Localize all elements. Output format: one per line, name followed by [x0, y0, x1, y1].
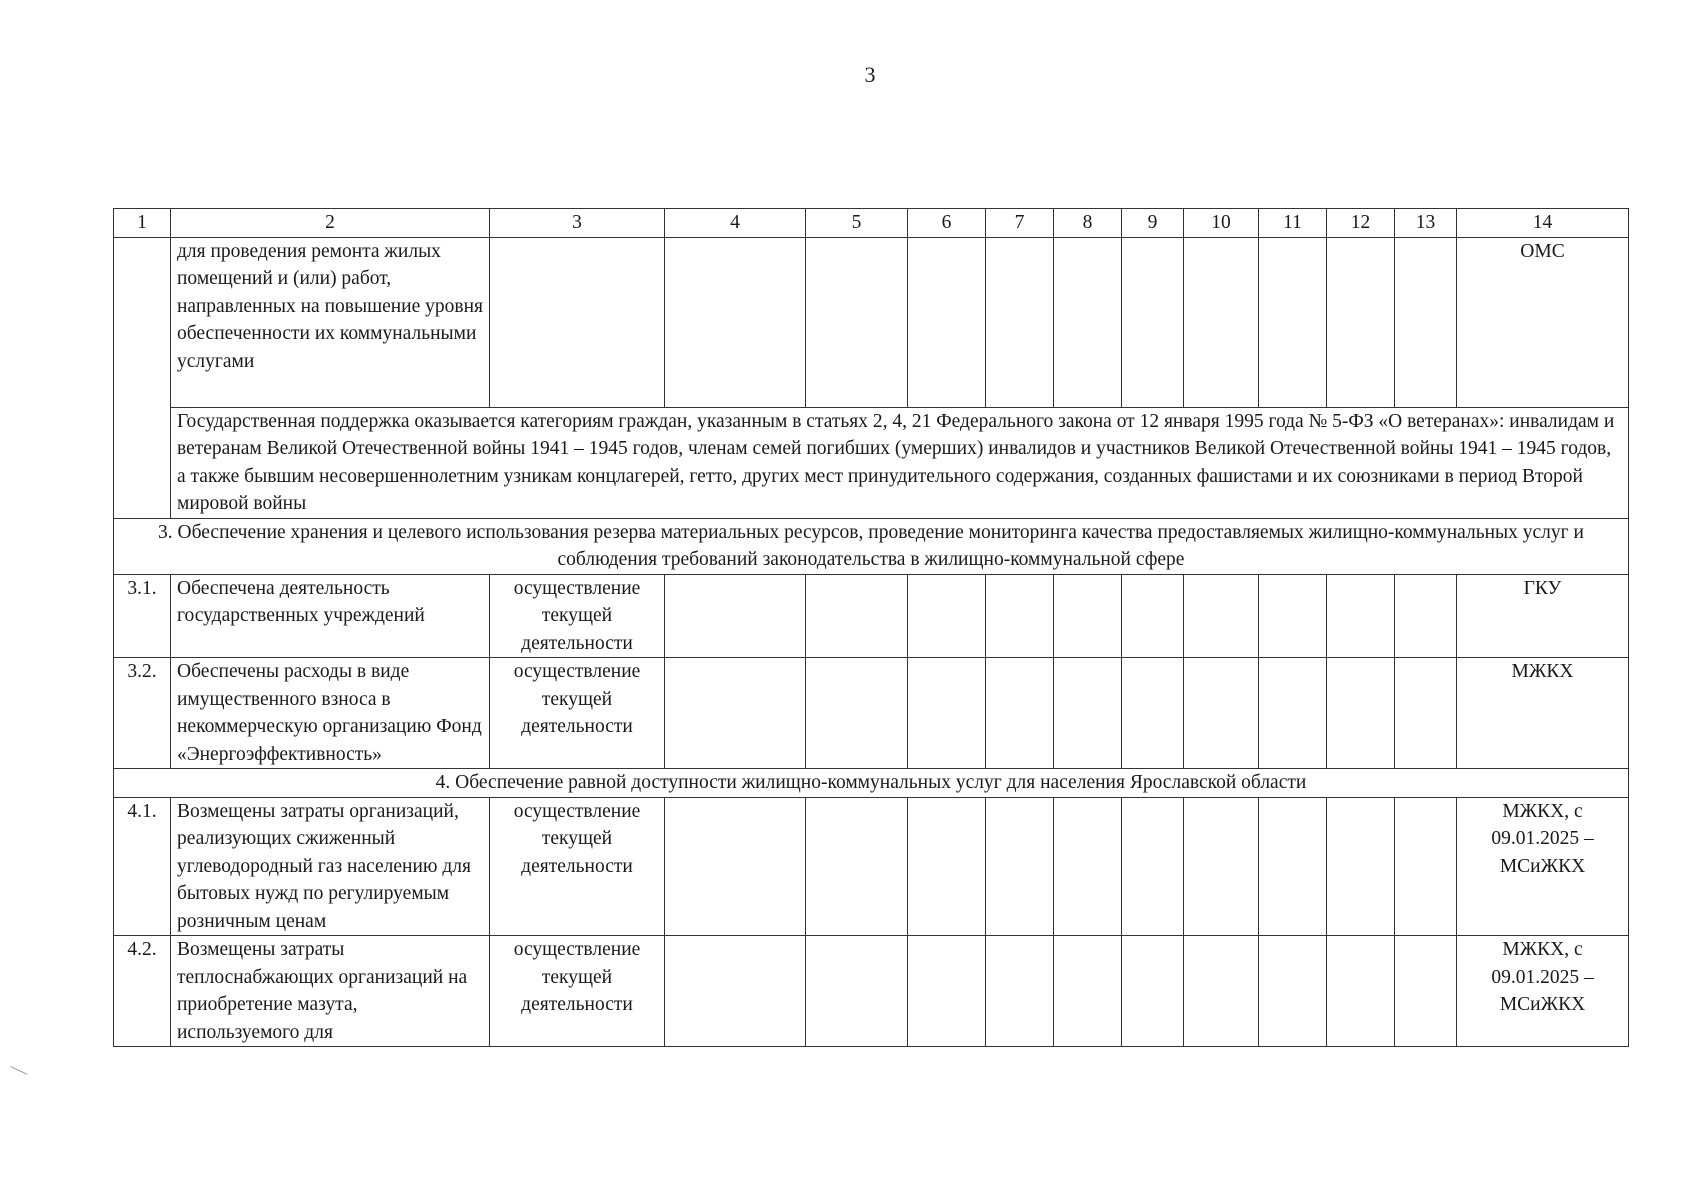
column-number: 3 — [490, 209, 665, 238]
empty-cell — [986, 658, 1054, 769]
empty-cell — [1327, 574, 1395, 658]
empty-cell — [986, 574, 1054, 658]
responsible-cell: ГКУ — [1457, 574, 1629, 658]
result-type-cell: осуществление текущей деятельности — [490, 574, 665, 658]
empty-cell — [806, 237, 908, 407]
empty-cell — [665, 237, 806, 407]
empty-cell — [1184, 658, 1259, 769]
column-number: 7 — [986, 209, 1054, 238]
empty-cell — [1054, 237, 1122, 407]
empty-cell — [1122, 797, 1184, 936]
column-number: 10 — [1184, 209, 1259, 238]
empty-cell — [806, 574, 908, 658]
row-number: 4.2. — [114, 936, 171, 1047]
empty-cell — [1184, 797, 1259, 936]
empty-cell — [1054, 797, 1122, 936]
row-number: 3.1. — [114, 574, 171, 658]
empty-cell — [908, 797, 986, 936]
responsible-cell: МЖКХ — [1457, 658, 1629, 769]
empty-cell — [665, 936, 806, 1047]
page-number: 3 — [864, 62, 876, 87]
result-name-cell: для проведения ремонта жилых помещений и (или) работ, направленных на повышение уровня обеспеченности их коммунальными услугами — [171, 237, 490, 407]
column-number: 11 — [1259, 209, 1327, 238]
responsible-cell: МЖКХ, с 09.01.2025 – МСиЖКХ — [1457, 936, 1629, 1047]
empty-cell — [908, 237, 986, 407]
empty-cell — [806, 658, 908, 769]
section-4-title: 4. Обеспечение равной доступности жилищно-коммунальных услуг для населения Ярославской области — [114, 769, 1629, 798]
empty-cell — [1395, 936, 1457, 1047]
empty-cell — [1395, 797, 1457, 936]
section-3-title: 3. Обеспечение хранения и целевого использования резерва материальных ресурсов, проведение мониторинга качества предоставляемых жилищно-коммунальных услуг и соблюдения требований законодательства в жилищно-коммунальной сфере — [114, 518, 1629, 574]
empty-cell — [1327, 936, 1395, 1047]
empty-cell — [908, 574, 986, 658]
empty-cell — [1122, 658, 1184, 769]
column-number: 8 — [1054, 209, 1122, 238]
empty-cell — [665, 658, 806, 769]
empty-cell — [1122, 237, 1184, 407]
note-row — [114, 407, 1629, 518]
empty-cell — [908, 936, 986, 1047]
empty-cell — [1122, 574, 1184, 658]
result-name-cell: Возмещены затраты организаций, реализующих сжиженный углеводородный газ населению для бытовых нужд по регулируемым розничным ценам — [171, 797, 490, 936]
result-type-cell: осуществление текущей деятельности — [490, 797, 665, 936]
empty-cell — [665, 574, 806, 658]
column-number: 6 — [908, 209, 986, 238]
empty-cell — [806, 797, 908, 936]
column-number: 9 — [1122, 209, 1184, 238]
result-name-cell: Обеспечены расходы в виде имущественного взноса в некоммерческую организацию Фонд «Энергоэффективность» — [171, 658, 490, 769]
column-number: 14 — [1457, 209, 1629, 238]
row-number: 3.2. — [114, 658, 171, 769]
table-row — [114, 237, 1629, 407]
result-type-cell: осуществление текущей деятельности — [490, 658, 665, 769]
table-row — [114, 658, 1629, 769]
empty-cell — [490, 237, 665, 407]
empty-cell — [1122, 936, 1184, 1047]
responsible-cell: ОМС — [1457, 237, 1629, 407]
column-number: 13 — [1395, 209, 1457, 238]
column-number: 5 — [806, 209, 908, 238]
empty-cell — [908, 658, 986, 769]
table-row — [114, 574, 1629, 658]
empty-cell — [1259, 658, 1327, 769]
section-heading-row — [114, 769, 1629, 798]
note-text: Государственная поддержка оказывается категориям граждан, указанным в статьях 2, 4, 21 Федерального закона от 12 января 1995 года № 5-ФЗ «О ветеранах»: инвалидам и ветеранам Великой Отечественной войны 1941 – 1945 годов, членам семей погибших (умерших) инвалидов и участников Великой Отечественной войны 1941 – 1945 годов, а также бывшим несовершеннолетним узникам концлагерей, гетто, других мест принудительного содержания, созданных фашистами и их союзниками в период Второй мировой войны — [171, 407, 1629, 518]
table-row — [114, 797, 1629, 936]
empty-cell — [1395, 237, 1457, 407]
plan-table — [113, 208, 1629, 1047]
result-name-cell: Возмещены затраты теплоснабжающих организаций на приобретение мазута, используемого для — [171, 936, 490, 1047]
empty-cell — [1184, 574, 1259, 658]
empty-cell — [1395, 658, 1457, 769]
column-number: 4 — [665, 209, 806, 238]
scan-mark — [11, 1066, 28, 1075]
empty-cell — [1327, 237, 1395, 407]
result-type-cell: осуществление текущей деятельности — [490, 936, 665, 1047]
empty-cell — [1184, 237, 1259, 407]
empty-cell — [1184, 936, 1259, 1047]
empty-cell — [1054, 658, 1122, 769]
empty-cell — [1054, 574, 1122, 658]
empty-cell — [1259, 237, 1327, 407]
empty-cell — [986, 936, 1054, 1047]
column-number-row — [114, 209, 1629, 238]
table-row — [114, 936, 1629, 1047]
column-number: 12 — [1327, 209, 1395, 238]
empty-cell — [986, 797, 1054, 936]
row-number-cell — [114, 237, 171, 518]
empty-cell — [1259, 797, 1327, 936]
section-heading-row — [114, 518, 1629, 574]
result-name-cell: Обеспечена деятельность государственных учреждений — [171, 574, 490, 658]
empty-cell — [1259, 574, 1327, 658]
empty-cell — [1054, 936, 1122, 1047]
empty-cell — [1327, 797, 1395, 936]
empty-cell — [986, 237, 1054, 407]
empty-cell — [1327, 658, 1395, 769]
column-number: 1 — [114, 209, 171, 238]
empty-cell — [1395, 574, 1457, 658]
row-number: 4.1. — [114, 797, 171, 936]
responsible-cell: МЖКХ, с 09.01.2025 – МСиЖКХ — [1457, 797, 1629, 936]
column-number: 2 — [171, 209, 490, 238]
empty-cell — [665, 797, 806, 936]
empty-cell — [1259, 936, 1327, 1047]
empty-cell — [806, 936, 908, 1047]
